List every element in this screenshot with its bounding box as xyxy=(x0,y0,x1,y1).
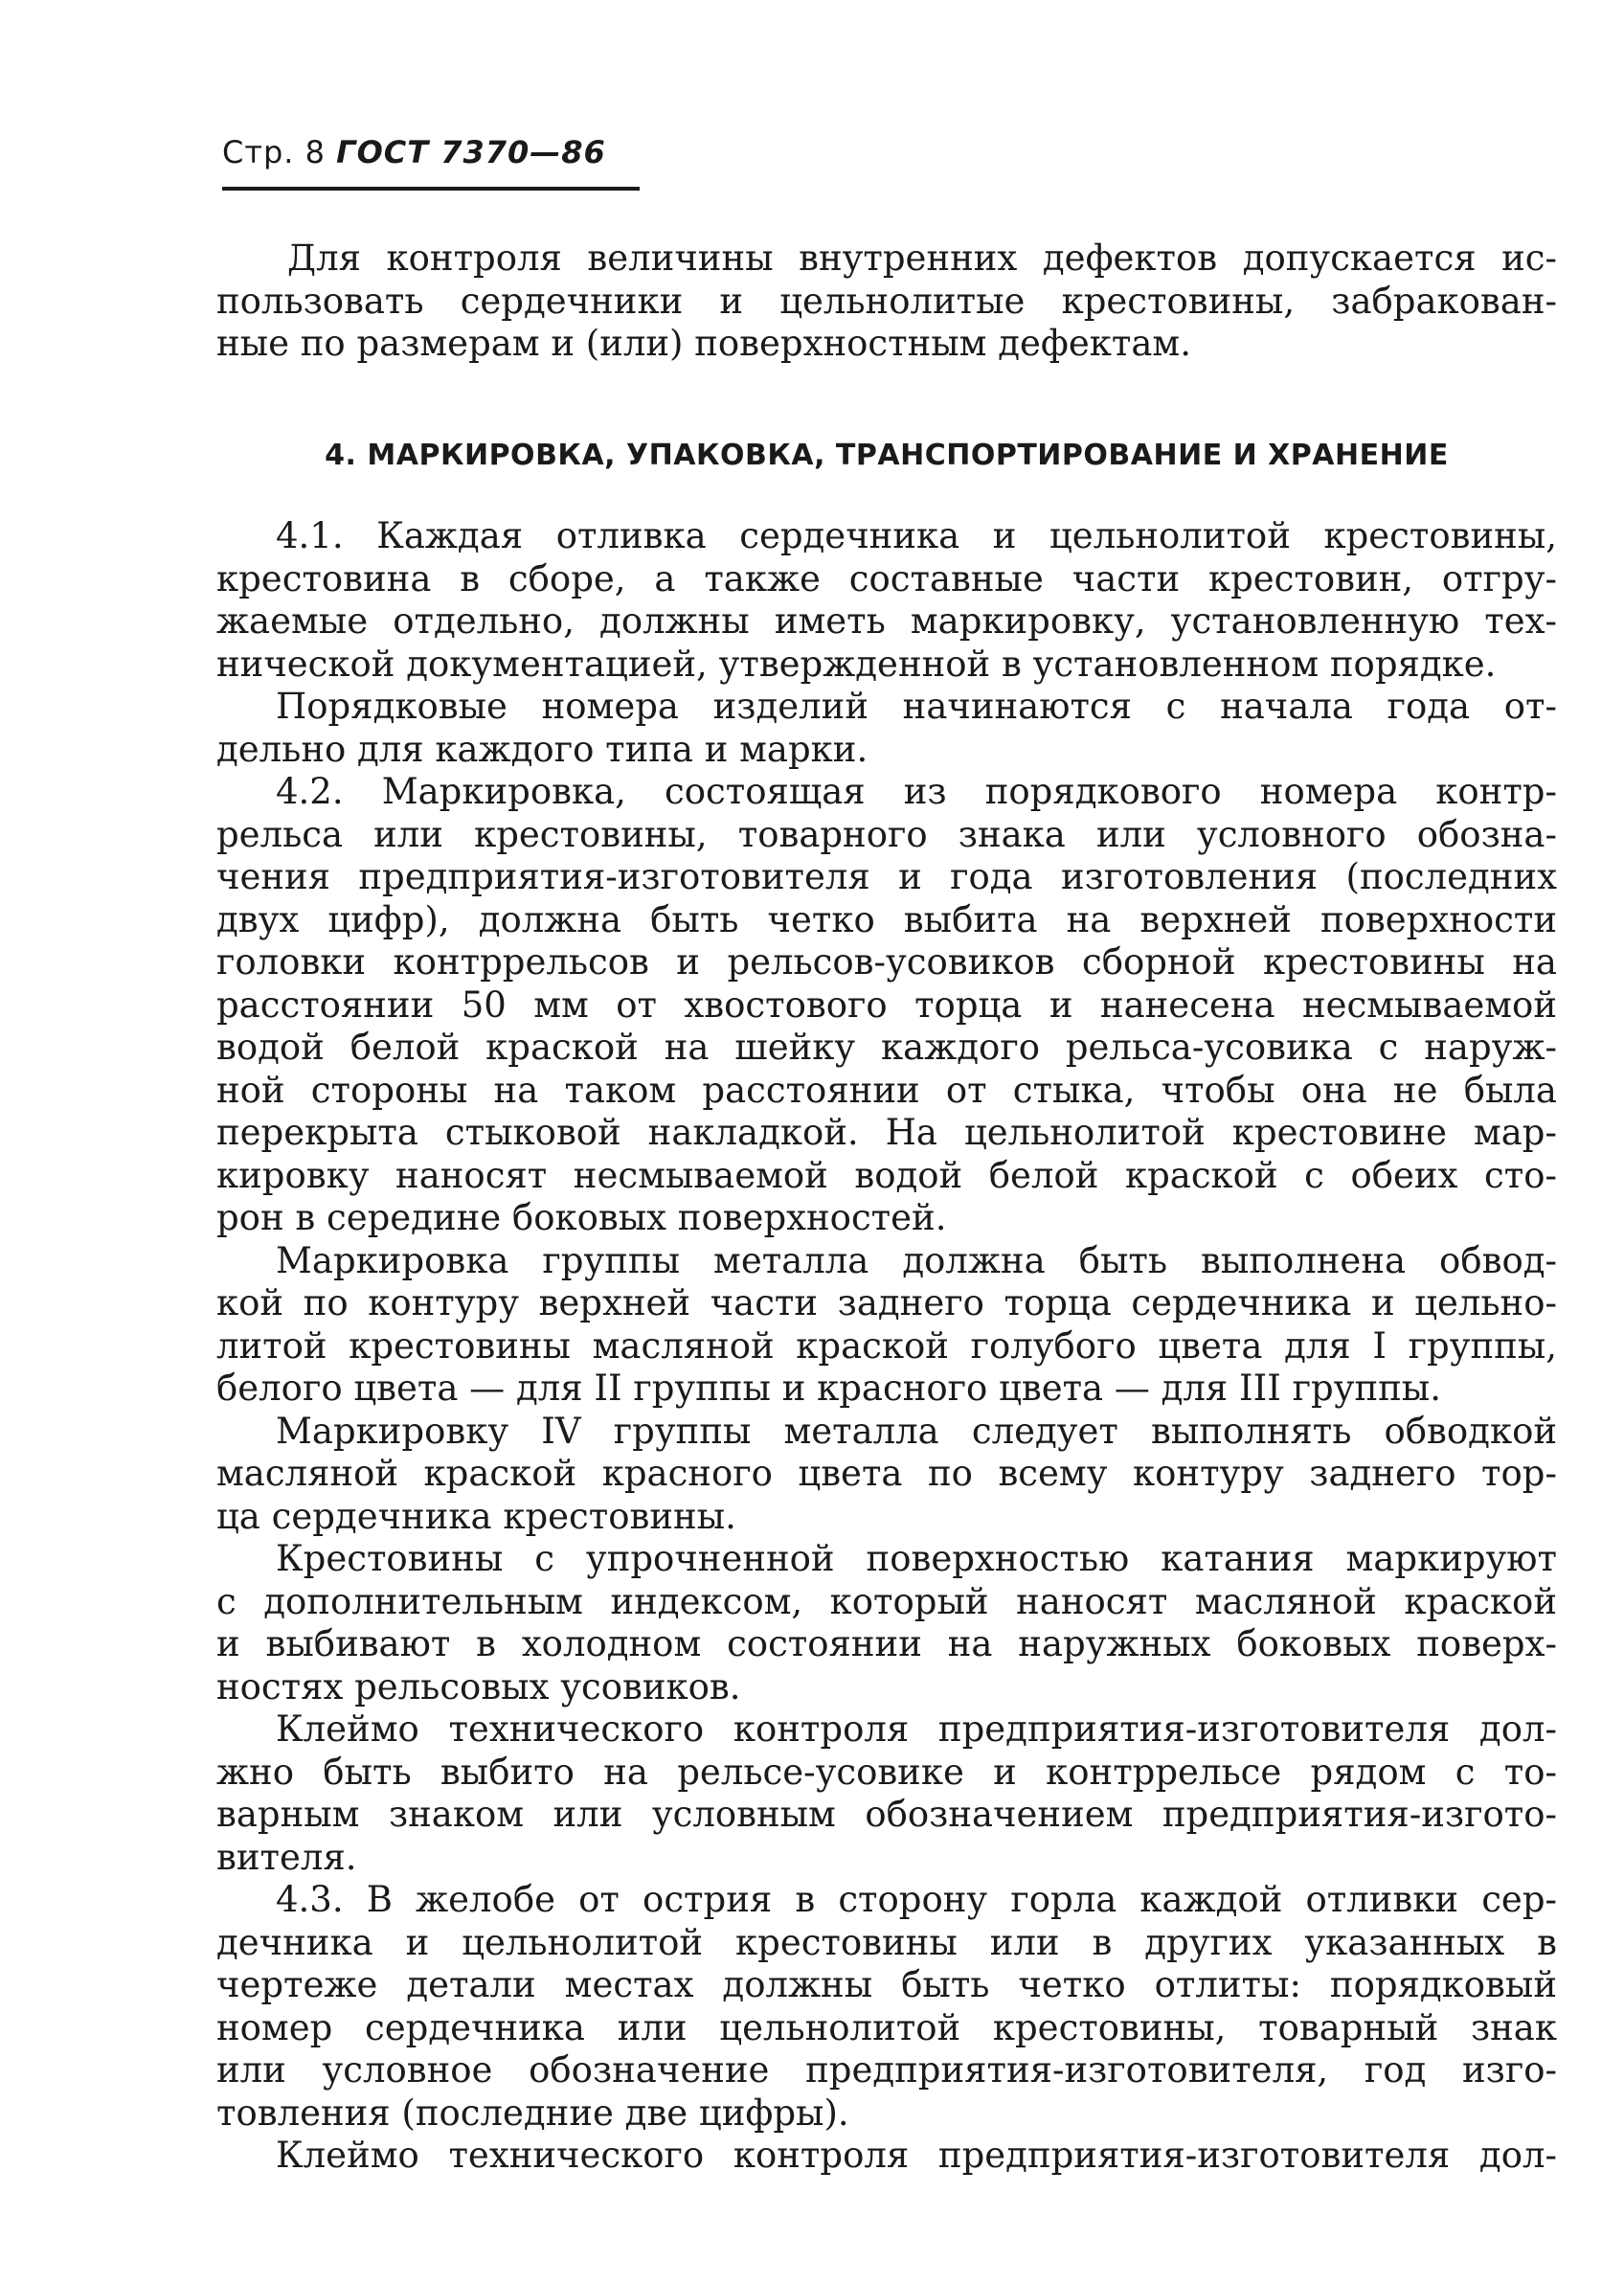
paragraph xyxy=(216,2135,1557,2178)
text-line: ностях рельсовых усовиков. xyxy=(216,1665,741,1707)
text-line: рельса или крестовины, товарного знака или условного обозна- xyxy=(216,813,1557,855)
text-line: 4.2. Маркировка, состоящая из порядкового номера контр- xyxy=(276,771,1557,812)
page-number-label: Стр. 8 xyxy=(222,134,326,170)
paragraph xyxy=(216,515,1557,686)
paragraph xyxy=(216,771,1557,1240)
text-line: кировку наносят несмываемой водой белой краской с обеих сто- xyxy=(216,1154,1557,1196)
intro-paragraph xyxy=(216,237,1557,366)
text-line: водой белой краской на шейку каждого рельса-усовика с наруж- xyxy=(216,1027,1557,1068)
text-line: крестовина в сборе, а также составные части крестовин, отгру- xyxy=(216,557,1557,599)
text-line: варным знаком или условным обозначением предприятия-изгото- xyxy=(216,1794,1557,1835)
text-line: чертеже детали местах должны быть четко отлиты: порядковый xyxy=(216,1964,1557,2005)
text-line: ца сердечника крестовины. xyxy=(216,1495,736,1537)
text-line: перекрыта стыковой накладкой. На цельнолитой крестовине мар- xyxy=(216,1112,1557,1153)
text-line: головки контррельсов и рельсов-усовиков сборной крестовины на xyxy=(216,941,1557,983)
text-line: вителя. xyxy=(216,1836,357,1878)
text-line: товления (последние две цифры). xyxy=(216,2092,849,2134)
running-header xyxy=(222,134,606,170)
text-line: кой по контуру верхней части заднего торца сердечника и цельно- xyxy=(216,1282,1557,1323)
paragraph xyxy=(216,1411,1557,1539)
text-line: и выбивают в холодном состоянии на наружных боковых поверх- xyxy=(216,1623,1557,1664)
text-line: Крестовины с упрочненной поверхностью катания маркируют xyxy=(276,1538,1557,1579)
text-line: дельно для каждого типа и марки. xyxy=(216,728,868,770)
text-line: Клеймо технического контроля предприятия-изготовителя дол- xyxy=(276,1708,1557,1750)
text-line: масляной краской красного цвета по всему контуру заднего тор- xyxy=(216,1453,1557,1494)
main-text-block xyxy=(216,515,1557,2178)
text-line: с дополнительным индексом, который наносят масляной краской xyxy=(216,1580,1557,1622)
text-line: чения предприятия-изготовителя и года изготовления (последних xyxy=(216,856,1557,897)
text-line: рон в середине боковых поверхностей. xyxy=(216,1197,947,1238)
text-line: ной стороны на таком расстоянии от стыка, чтобы она не была xyxy=(216,1069,1557,1111)
text-line: жаемые отдельно, должны иметь маркировку, установленную тех- xyxy=(216,600,1557,642)
text-line: Клеймо технического контроля предприятия-изготовителя дол- xyxy=(276,2135,1557,2176)
text-line: Маркировку IV группы металла следует выполнять обводкой xyxy=(276,1410,1557,1452)
text-line: расстоянии 50 мм от хвостового торца и нанесена несмываемой xyxy=(216,984,1557,1026)
text-line: Маркировка группы металла должна быть выполнена обвод- xyxy=(276,1239,1557,1281)
standard-designation: ГОСТ 7370—86 xyxy=(336,134,606,170)
paragraph xyxy=(216,686,1557,771)
paragraph xyxy=(216,1879,1557,2135)
header-rule xyxy=(222,187,640,191)
text-line: Порядковые номера изделий начинаются с начала года от- xyxy=(276,686,1557,727)
text-line: дечника и цельнолитой крестовины или в других указанных в xyxy=(216,1921,1557,1963)
paragraph xyxy=(216,1538,1557,1708)
text-line: белого цвета — для II группы и красного цвета — для III группы. xyxy=(216,1368,1442,1409)
text-line: литой крестовины масляной краской голубого цвета для I группы, xyxy=(216,1324,1557,1367)
text-line: или условное обозначение предприятия-изготовителя, год изго- xyxy=(216,2049,1557,2091)
paragraph xyxy=(216,1708,1557,1879)
section-heading: 4. МАРКИРОВКА, УПАКОВКА, ТРАНСПОРТИРОВАНИЕ И ХРАНЕНИЕ xyxy=(325,439,1449,472)
text-line: пользовать сердечники и цельнолитые крестовины, забракован- xyxy=(216,280,1557,322)
text-line: нической документацией, утвержденной в установленном порядке. xyxy=(216,643,1497,685)
paragraph xyxy=(216,1240,1557,1411)
text-line: 4.1. Каждая отливка сердечника и цельнолитой крестовины, xyxy=(276,515,1557,556)
text-line: ные по размерам и (или) поверхностным дефектам. xyxy=(216,323,1191,364)
text-line: двух цифр), должна быть четко выбита на верхней поверхности xyxy=(216,898,1557,940)
text-line: Для контроля величины внутренних дефектов допускается ис- xyxy=(287,237,1557,279)
text-line: 4.3. В желобе от острия в сторону горла каждой отливки сер- xyxy=(276,1879,1557,1920)
text-line: номер сердечника или цельнолитой крестовины, товарный знак xyxy=(216,2006,1557,2048)
text-line: жно быть выбито на рельсе-усовике и контррельсе рядом с то- xyxy=(216,1751,1557,1793)
